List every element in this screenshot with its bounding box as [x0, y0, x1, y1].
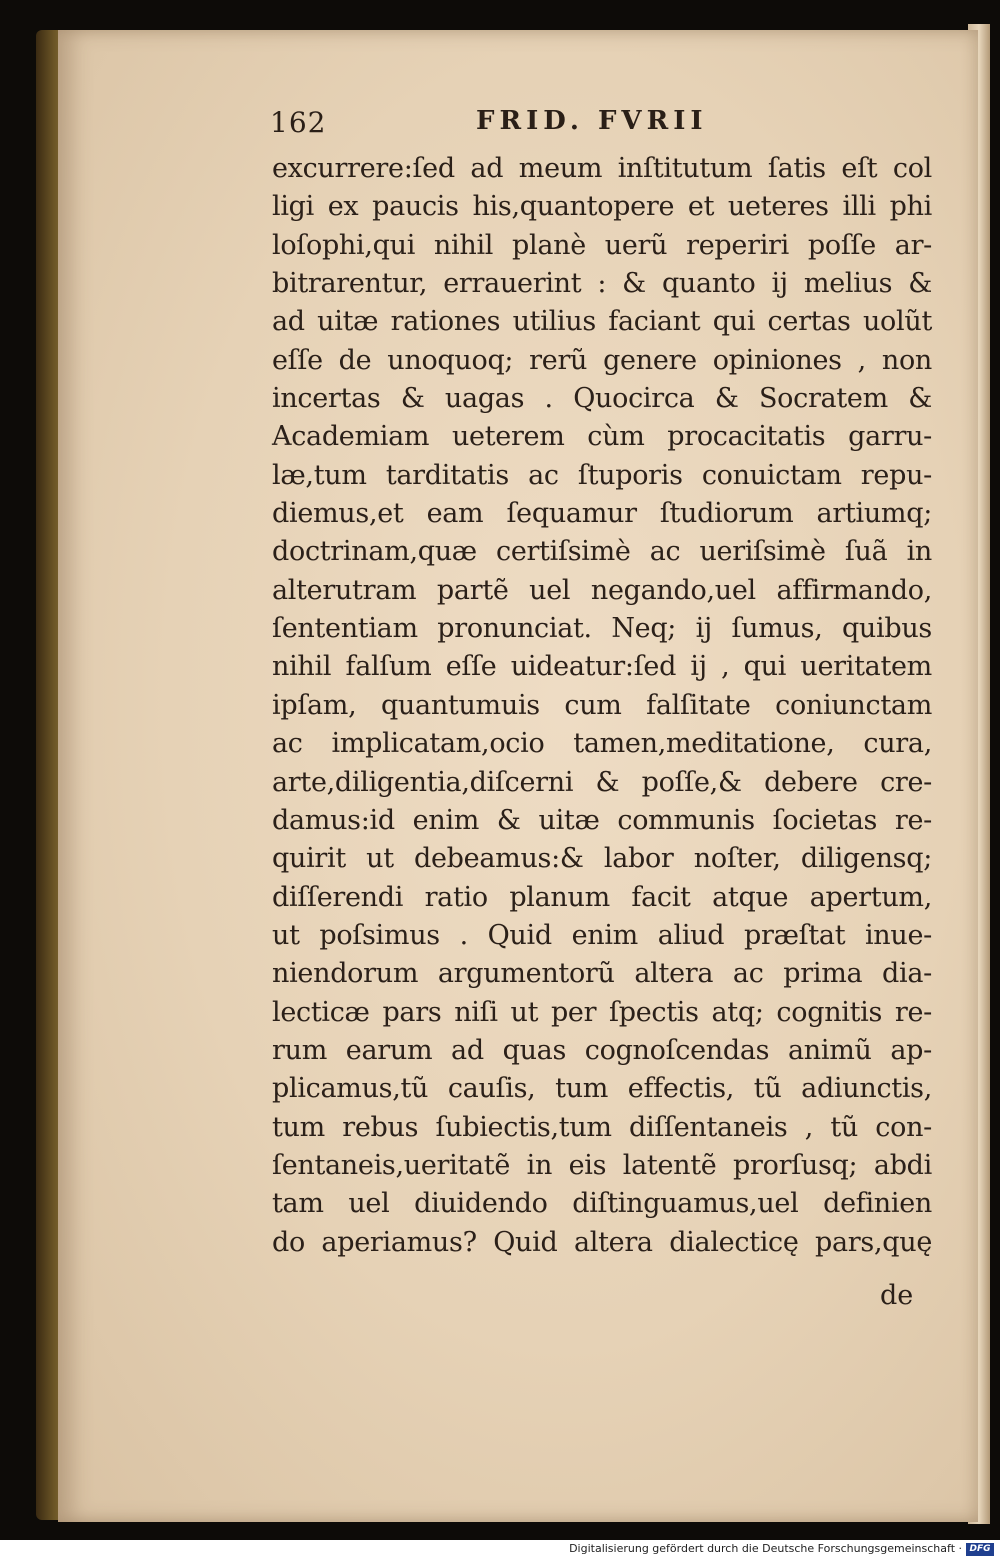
text-line: ac implicatam,ocio tamen,meditatione, cura, [272, 728, 932, 760]
text-line: lecticæ pars niſi ut per ſpectis atq; cognitis re- [272, 996, 932, 1028]
text-line: diemus,et eam ſequamur ſtudiorum artiumq; [272, 498, 932, 530]
text-line: læ,tum tarditatis ac ſtuporis conuictam repu- [272, 459, 932, 491]
text-line: eſſe de unoquoq; rerũ genere opiniones , non [272, 344, 932, 376]
text-line: ad uitæ rationes utilius faciant qui certas uolũt [272, 306, 932, 338]
text-line: excurrere:ſed ad meum inſtitutum ſatis eſt col [272, 153, 932, 184]
text-line: ſentaneis,ueritatẽ in eis latentẽ prorſusq; abdi [272, 1149, 932, 1181]
text-line: quirit ut debeamus:& labor noſter, diligensq; [272, 843, 932, 875]
footer-bar [0, 1540, 1000, 1560]
running-title: FRID. FVRII [476, 106, 708, 136]
dfg-logo: DFG [966, 1543, 994, 1556]
text-line: ut poſsimus . Quid enim aliud præſtat inue- [272, 919, 932, 951]
funding-credit: Digitalisierung gefördert durch die Deutsche Forschungsgemeinschaft · [569, 1542, 962, 1555]
text-line: damus:id enim & uitæ communis ſocietas re- [272, 804, 932, 836]
text-line: Academiam ueterem cùm procacitatis garru- [272, 421, 932, 453]
text-line: doctrinam,quæ certiſsimè ac ueriſsimè ſuã in [272, 536, 932, 568]
text-line: tum rebus ſubiectis,tum diſſentaneis , tũ con- [272, 1111, 932, 1143]
catchword: de [880, 1280, 914, 1311]
text-line: tam uel diuidendo diſtinguamus,uel definien [272, 1188, 932, 1220]
page-number: 162 [270, 106, 327, 139]
text-line: ipſam, quantumuis cum falſitate coniunctam [272, 689, 932, 721]
text-line: arte,diligentia,diſcerni & poſſe,& debere cre- [272, 766, 932, 798]
text-line: nihil falſum eſſe uideatur:ſed ij , qui ueritatem [272, 651, 932, 683]
text-line: rum earum ad quas cognoſcendas animũ ap- [272, 1034, 932, 1066]
text-line: diſſerendi ratio planum facit atque apertum, [272, 881, 932, 913]
text-line: ligi ex paucis his,quantopere et ueteres illi phi [272, 191, 932, 223]
page-header [270, 106, 740, 146]
text-line: plicamus,tũ cauſis, tum effectis, tũ adiunctis, [272, 1073, 932, 1105]
text-line: ſententiam pronunciat. Neq; ij ſumus, quibus [272, 613, 932, 645]
body-text [272, 150, 932, 1262]
text-line: bitrarentur, errauerint : & quanto ij melius & [272, 268, 932, 300]
text-line: incertas & uagas . Quocirca & Socratem & [272, 383, 932, 415]
text-line: alterutram partẽ uel negando,uel affirmando, [272, 574, 932, 606]
text-line: do aperiamus? Quid altera dialecticę pars,quę [272, 1226, 932, 1258]
text-line: loſophi,qui nihil planè uerũ reperiri poſſe ar- [272, 229, 932, 261]
text-line: niendorum argumentorũ altera ac prima dia- [272, 958, 932, 990]
